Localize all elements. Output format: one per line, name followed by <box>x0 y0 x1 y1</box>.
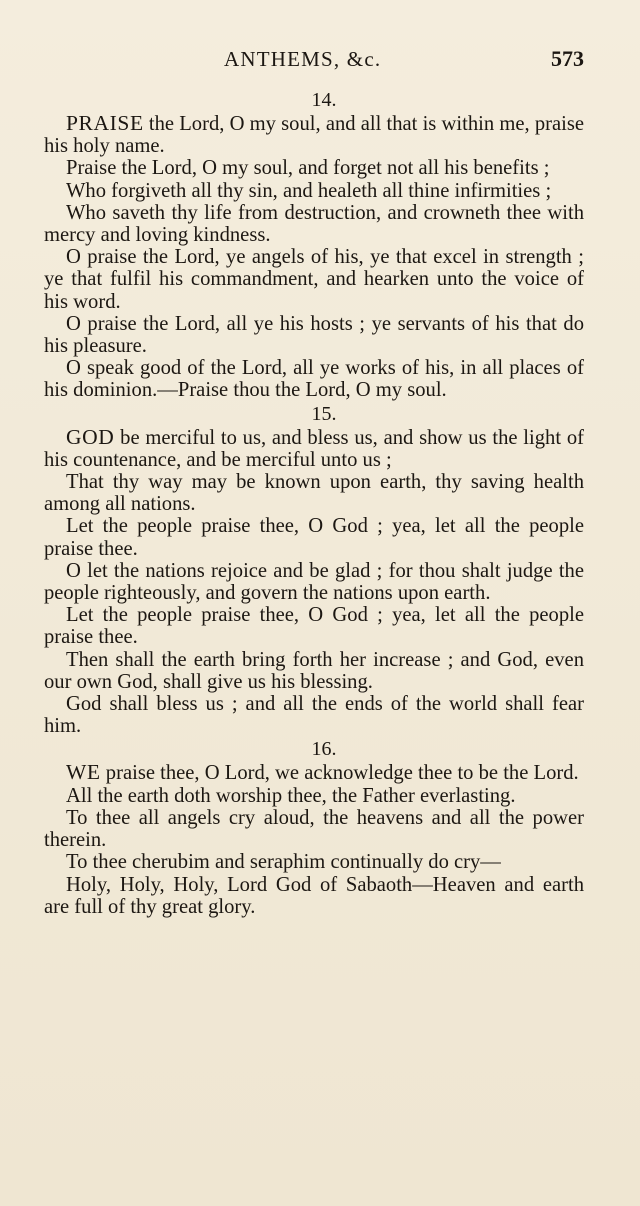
verse: O praise the Lord, all ye his hosts ; ye servants of his that do his pleasure. <box>44 312 584 358</box>
verse <box>44 761 584 784</box>
section-number: 15. <box>311 402 337 425</box>
page-number: 573 <box>551 46 584 71</box>
anthem-section-14 <box>44 88 584 402</box>
verse <box>44 426 584 471</box>
verse: O speak good of the Lord, all ye works of his, in all places of his dominion.—Praise thou the Lord, O my soul. <box>44 357 584 402</box>
verse-text: be merciful to us, and bless us, and show us the light of his countenance, and be merciful unto us ; <box>44 426 584 471</box>
verse: Then shall the earth bring forth her increase ; and God, even our own God, shall give us his blessing. <box>44 648 584 693</box>
verse: Holy, Holy, Holy, Lord God of Sabaoth—Heaven and earth are full of thy great glory. <box>44 873 584 918</box>
verse: O let the nations rejoice and be glad ; for thou shalt judge the people righteously, and govern the nations upon earth. <box>44 559 584 605</box>
lead-word: PRAISE <box>66 111 144 135</box>
verse: Praise the Lord, O my soul, and forget not all his benefits ; <box>66 157 550 180</box>
verse: O praise the Lord, ye angels of his, ye that excel in strength ; ye that fulfil his commandment, and hearken unto the voice of his word. <box>44 246 584 313</box>
section-number: 14. <box>311 89 337 111</box>
verse: To thee cherubim and seraphim continually do cry— <box>66 851 501 874</box>
lead-word: WE <box>66 760 101 785</box>
running-header <box>44 46 584 76</box>
verse: That thy way may be known upon earth, thy saving health among all nations. <box>44 471 584 516</box>
lead-word: GOD <box>66 424 115 449</box>
section-number: 16. <box>311 738 337 761</box>
verse: Who forgiveth all thy sin, and healeth all thine infirmities ; <box>66 179 552 202</box>
verse: God shall bless us ; and all the ends of the world shall fear him. <box>44 693 584 738</box>
verse: All the earth doth worship thee, the Father everlasting. <box>66 784 516 807</box>
verse <box>44 112 584 157</box>
verse-text: the Lord, O my soul, and all that is within me, praise his holy name. <box>44 113 584 158</box>
verse: To thee all angels cry aloud, the heavens and all the power therein. <box>44 806 584 852</box>
verse-text: praise thee, O Lord, we acknowledge thee to be the Lord. <box>105 762 579 785</box>
anthem-section-16 <box>44 737 584 917</box>
verse: Who saveth thy life from destruction, and crowneth thee with mercy and loving kindness. <box>44 201 584 247</box>
anthem-section-15 <box>44 402 584 738</box>
verse: Let the people praise thee, O God ; yea, let all the people praise thee. <box>44 604 584 649</box>
verse: Let the people praise thee, O God ; yea, let all the people praise thee. <box>44 515 584 560</box>
running-title: ANTHEMS, &c. <box>224 47 382 71</box>
